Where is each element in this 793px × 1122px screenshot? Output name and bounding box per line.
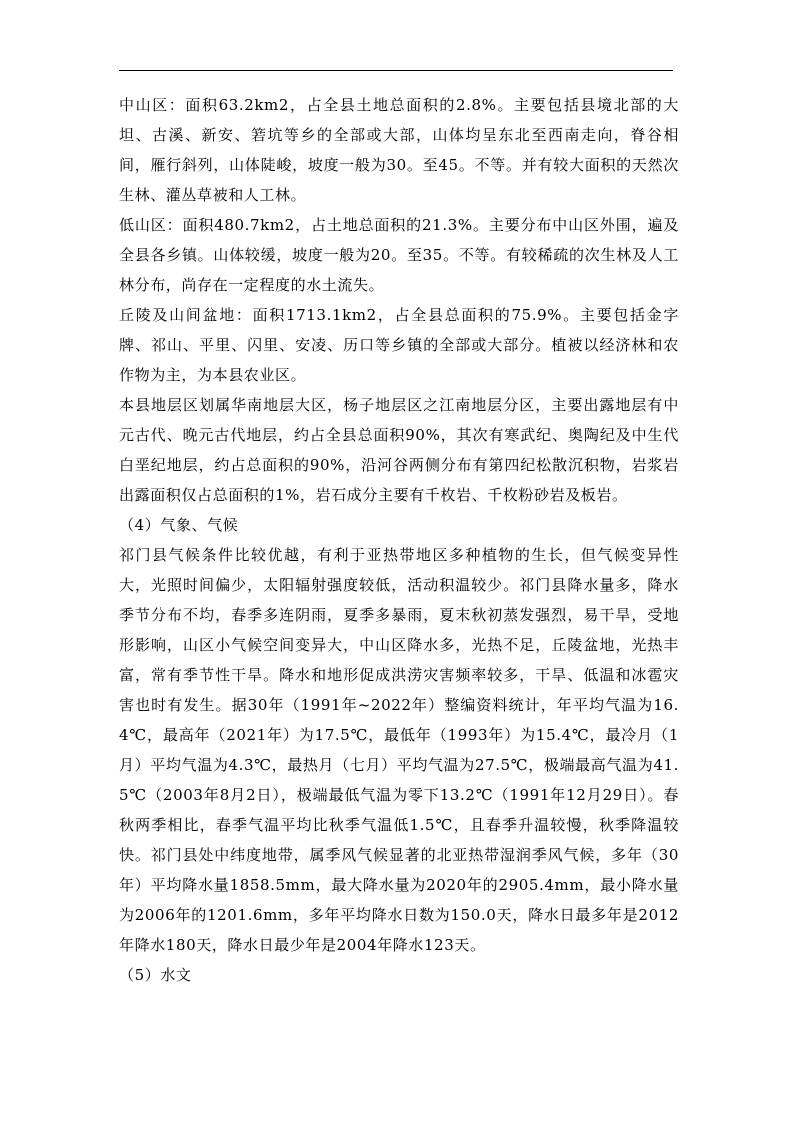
paragraph-low-mountain: 低山区：面积480.7km2，占土地总面积的21.3%。主要分布中山区外围，遍及全县各乡镇。山体较缓，坡度一般为20。至35。不等。有较稀疏的次生林及人工林分布，尚存在一定程度的水土流失。 <box>119 216 679 294</box>
section-heading-climate: （4）气象、气候 <box>119 516 239 534</box>
header-rule <box>119 70 673 71</box>
paragraph-stratigraphy: 本县地层区划属华南地层大区，杨子地层区之江南地层分区，主要出露地层有中元古代、晚元古代地层，约占全县总面积90%，其次有寒武纪、奥陶纪及中生代白垩纪地层，约占总面积的90%，沿河谷两侧分布有第四纪松散沉积物，岩浆岩出露面积仅占总面积的1%，岩石成分主要有千枚岩、千枚粉砂岩及板岩。 <box>119 396 679 504</box>
body-text <box>119 90 679 990</box>
paragraph-climate: 祁门县气候条件比较优越，有利于亚热带地区多种植物的生长，但气候变异性大，光照时间偏少，太阳辐射强度较低，活动积温较少。祁门县降水量多，降水季节分布不均，春季多连阴雨，夏季多暴雨，夏末秋初蒸发强烈，易干旱，受地形影响，山区小气候空间变异大，中山区降水多，光热不足，丘陵盆地，光热丰富，常有季节性干旱。降水和地形促成洪涝灾害频率较多，干旱、低温和冰雹灾害也时有发生。据30年（1991年~2022年）整编资料统计，年平均气温为16.4℃，最高年（2021年）为17.5℃，最低年（1993年）为15.4℃，最冷月（1月）平均气温为4.3℃，最热月（七月）平均气温为27.5℃，极端最高气温为41.5℃（2003年8月2日），极端最低气温为零下13.2℃（1991年12月29日）。春秋两季相比，春季气温平均比秋季气温低1.5℃，且春季升温较慢，秋季降温较快。祁门县处中纬度地带，属季风气候显著的北亚热带湿润季风气候，多年（30年）平均降水量1858.5mm，最大降水量为2020年的2905.4mm，最小降水量为2006年的1201.6mm，多年平均降水日数为150.0天，降水日最多年是2012年降水180天，降水日最少年是2004年降水123天。 <box>119 546 679 954</box>
paragraph-hills-basins: 丘陵及山间盆地：面积1713.1km2，占全县总面积的75.9%。主要包括金字牌、祁山、平里、闪里、安凌、历口等乡镇的全部或大部分。植被以经济林和农作物为主，为本县农业区。 <box>119 306 679 384</box>
section-heading-hydrology: （5）水文 <box>119 966 192 984</box>
paragraph-middle-mountain: 中山区：面积63.2km2，占全县土地总面积的2.8%。主要包括县境北部的大坦、古溪、新安、箬坑等乡的全部或大部，山体均呈东北至西南走向，脊谷相间，雁行斜列，山体陡峻，坡度一般为30。至45。不等。并有较大面积的天然次生林、灌丛草被和人工林。 <box>119 96 679 204</box>
